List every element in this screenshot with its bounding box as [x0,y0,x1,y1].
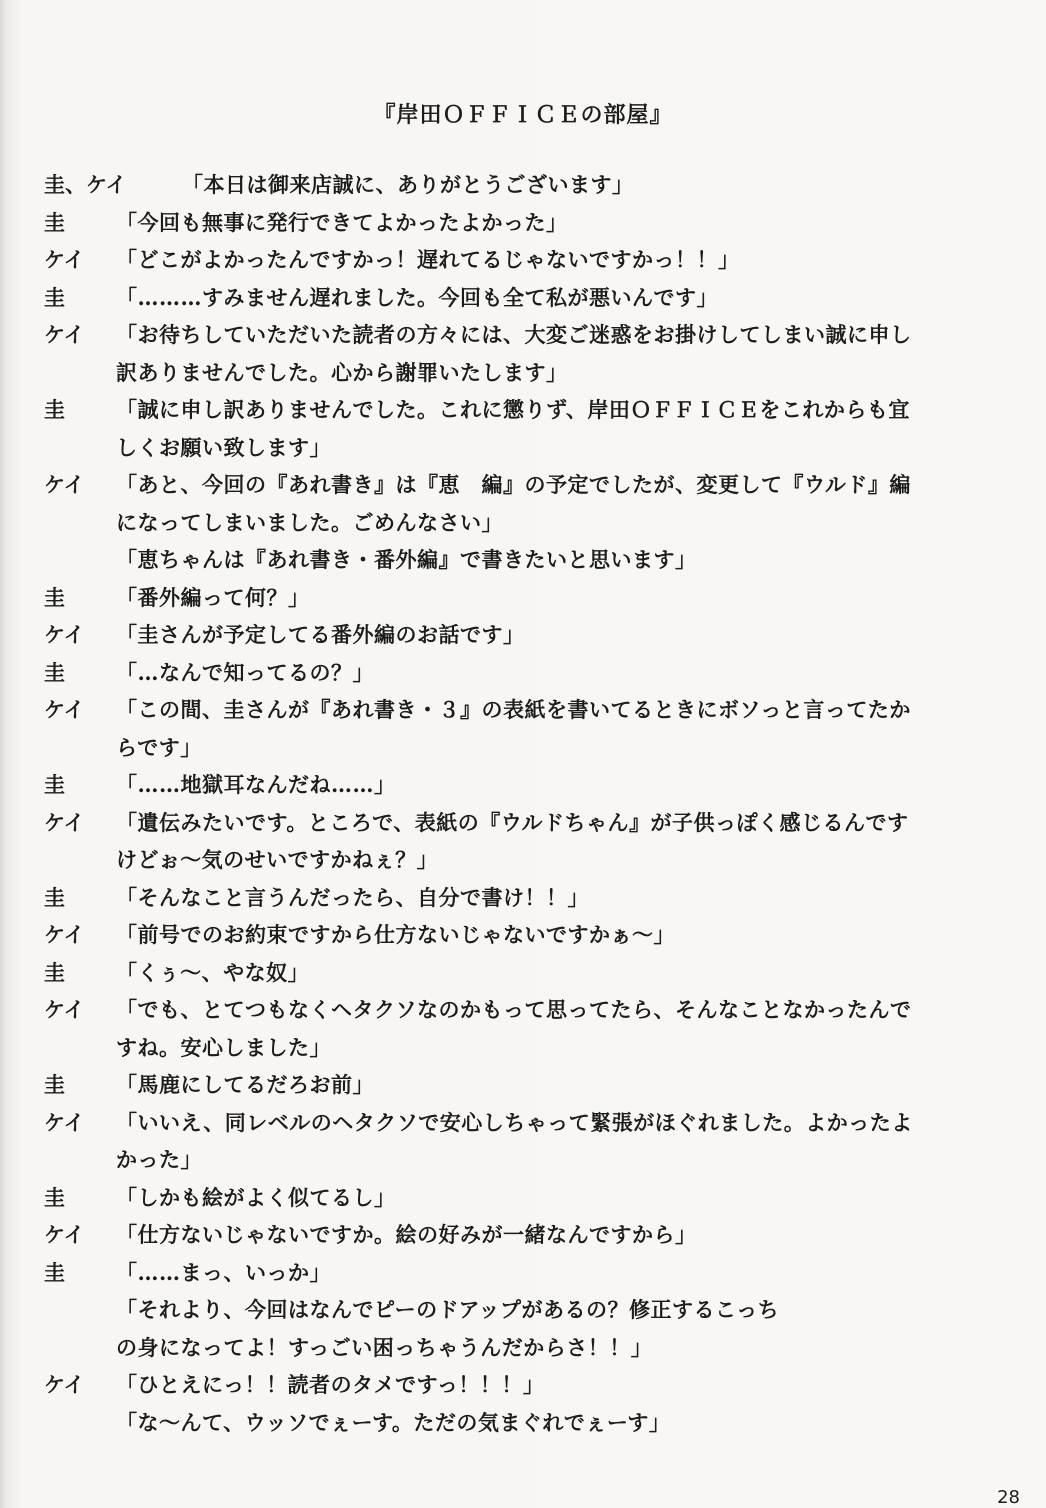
speaker-name: ケイ [44,1372,85,1397]
dialogue-text: 「いいえ、同レベルのヘタクソで安心しちゃって緊張がほぐれました。よかったよ [116,1109,913,1135]
dialogue-line [44,654,994,692]
dialogue-line [44,429,994,467]
dialogue-line [44,1291,994,1329]
dialogue-text: 「誠に申し訳ありませんでした。これに懲りず、岸田ＯＦＦＩＣＥをこれからも宜 [116,397,910,422]
dialogue-line [44,166,994,204]
speaker-name: 圭 [44,209,65,235]
dialogue-list [44,166,994,1441]
speaker-name: 圭、ケイ [44,172,127,197]
speaker-name: ケイ [44,1109,85,1135]
dialogue-line [44,541,994,579]
speaker-name: ケイ [44,247,85,272]
dialogue-text: 「…なんで知ってるの？」 [116,659,374,685]
dialogue-line [44,766,994,804]
speaker-name: ケイ [44,1222,85,1247]
dialogue-text: すね。安心しました」 [116,1034,331,1060]
dialogue-line [44,279,994,317]
dialogue-text: 「………すみません遅れました。今回も全て私が悪いんです」 [116,284,718,310]
dialogue-line [44,316,994,354]
dialogue-text: 「今回も無事に発行できてよかったよかった」 [116,209,568,235]
dialogue-line [44,1254,994,1292]
dialogue-text: 「遺伝みたいです。ところで、表紙の『ウルドちゃん』が子供っぽく感じるんです [116,809,909,835]
dialogue-line [44,466,994,504]
dialogue-text: 「な〜んて、ウッソでぇーす。ただの気まぐれでぇーす」 [116,1409,671,1435]
dialogue-line [44,241,994,279]
speaker-name: 圭 [44,959,65,985]
dialogue-line [44,804,994,842]
dialogue-text: 「ひとえにっ！！読者のタメですっ！！！」 [116,1372,545,1397]
dialogue-text: 「それより、今回はなんでピーのドアップがあるの？修正するこっち [116,1297,780,1322]
dialogue-line [44,691,994,729]
speaker-name: 圭 [44,659,65,685]
dialogue-text: になってしまいました。ごめんなさい」 [116,509,503,535]
dialogue-text: 訳ありませんでした。心から謝罪いたします」 [116,359,568,385]
page-number: 28 [997,1487,1020,1508]
speaker-name: 圭 [44,584,65,610]
dialogue-line [44,504,994,542]
speaker-name: 圭 [44,772,65,797]
speaker-name: 圭 [44,884,65,910]
dialogue-line [44,991,994,1029]
dialogue-text: 「くぅ〜、やな奴」 [116,959,310,985]
dialogue-text: 「どこがよかったんですかっ！遅れてるじゃないですかっ！！」 [116,247,740,272]
dialogue-line [44,841,994,879]
dialogue-line [44,1404,994,1442]
dialogue-text: 「しかも絵がよく似てるし」 [116,1184,396,1210]
dialogue-line [44,1366,994,1404]
speaker-name: 圭 [44,1259,65,1285]
speaker-name: ケイ [44,997,85,1022]
dialogue-line [44,879,994,917]
speaker-name: ケイ [44,322,85,347]
dialogue-line [44,729,994,767]
dialogue-text: 「……まっ、いっか」 [116,1259,331,1285]
dialogue-text: 「本日は御来店誠に、ありがとうございます」 [182,172,634,197]
dialogue-text: らです」 [116,734,202,760]
dialogue-text: けどぉ〜気のせいですかねぇ？」 [116,847,439,872]
dialogue-text: 「でも、とてつもなくヘタクソなのかもって思ってたら、そんなことなかったんで [116,997,912,1022]
dialogue-line [44,1066,994,1104]
dialogue-line [44,1029,994,1067]
speaker-name: 圭 [44,1184,65,1210]
dialogue-text: 「仕方ないじゃないですか。絵の好みが一緒なんですから」 [116,1222,697,1247]
dialogue-line [44,354,994,392]
dialogue-line [44,579,994,617]
dialogue-text: 「お待ちしていただいた読者の方々には、大変ご迷惑をお掛けしてしまい誠に申し [116,322,912,347]
dialogue-text: 「そんなこと言うんだったら、自分で書け！！」 [116,884,589,910]
dialogue-text: 「……地獄耳なんだね……」 [116,772,396,797]
speaker-name: 圭 [44,1072,65,1097]
dialogue-text: 「馬鹿にしてるだろお前」 [116,1072,374,1097]
dialogue-text: かった」 [116,1147,202,1172]
speaker-name: ケイ [44,697,85,722]
speaker-name: ケイ [44,472,85,497]
dialogue-text: 「あと、今回の『あれ書き』は『恵 編』の予定でしたが、変更して『ウルド』編 [116,472,911,497]
dialogue-line [44,1179,994,1217]
dialogue-line [44,1329,994,1367]
speaker-name: ケイ [44,809,85,835]
dialogue-text: 「番外編って何？」 [116,584,310,610]
speaker-name: ケイ [44,622,85,647]
dialogue-line [44,954,994,992]
dialogue-line [44,1216,994,1254]
dialogue-text: 「前号でのお約束ですから仕方ないじゃないですかぁ〜」 [116,922,675,947]
dialogue-text: 「この間、圭さんが『あれ書き・３』の表紙を書いてるときにボソっと言ってたか [116,697,911,722]
dialogue-line [44,616,994,654]
dialogue-line [44,1104,994,1142]
dialogue-line [44,391,994,429]
speaker-name: 圭 [44,284,65,310]
dialogue-line [44,1141,994,1179]
speaker-name: 圭 [44,397,65,422]
dialogue-text: 「圭さんが予定してる番外編のお話です」 [116,622,525,647]
dialogue-line [44,916,994,954]
page-title: 『岸田ＯＦＦＩＣＥの部屋』 [373,102,673,128]
dialogue-line [44,204,994,242]
dialogue-text: しくお願い致します」 [116,434,331,460]
dialogue-text: 「恵ちゃんは『あれ書き・番外編』で書きたいと思います」 [116,547,697,572]
dialogue-text: の身になってよ！すっごい困っちゃうんだからさ！！」 [116,1334,653,1360]
speaker-name: ケイ [44,922,85,947]
